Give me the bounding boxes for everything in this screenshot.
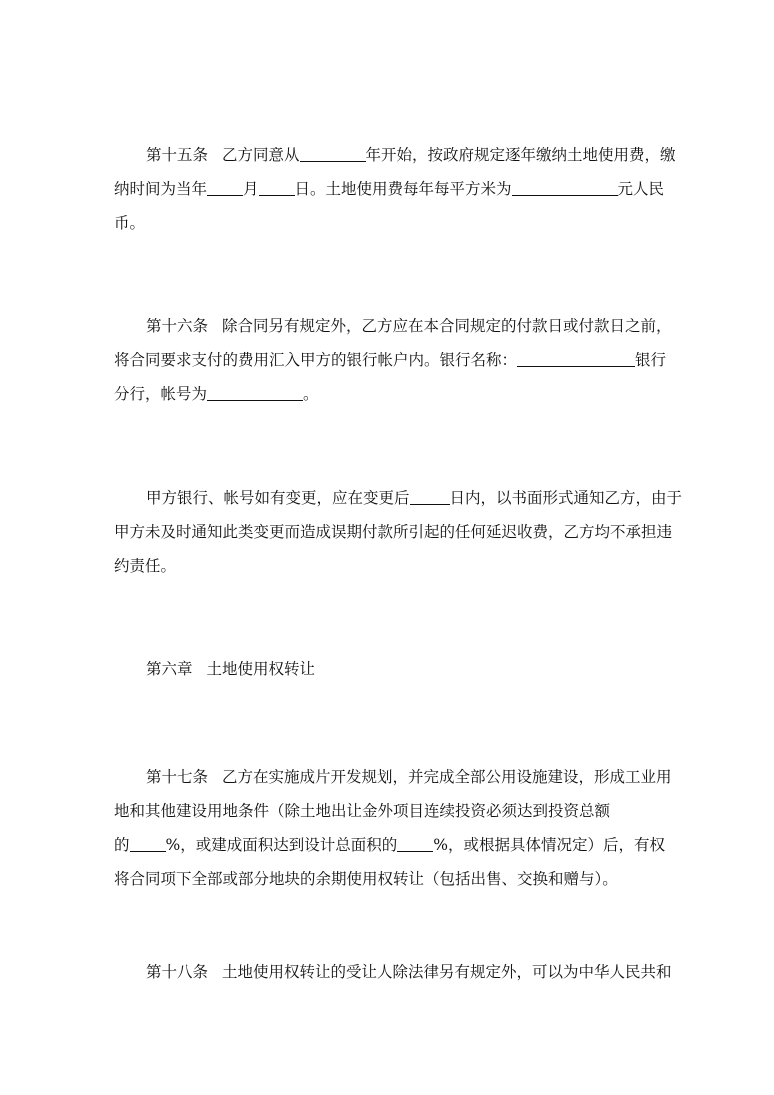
article-17: 第十七条 乙方在实施成片开发规划，并完成全部公用设施建设，形成工业用 地和其他建设用地条件（除土地出让金外项目连续投资必须达到投资总额 的 %，或建成面积达到设计总面积的 %，或根据具体情况定）后，有权 将合同项下全部或部分地块的余期使用权转让（包括出售、交换和赠与）。 bbox=[114, 768, 672, 888]
fee-amount-blank bbox=[512, 177, 618, 196]
article-15: 第十五条 乙方同意从 年开始，按政府规定逐年缴纳土地使用费，缴 纳时间为当年 月 日。土地使用费每年每平方米为 元人民 币。 bbox=[114, 138, 662, 240]
chapter-6-heading bbox=[114, 652, 662, 686]
article-18: 第十八条 土地使用权转让的受让人除法律另有规定外，可以为中华人民共和 bbox=[146, 963, 672, 981]
article-17-label: 第十七条 bbox=[146, 768, 209, 786]
chapter-6-title: 土地使用权转让 bbox=[206, 660, 316, 678]
article-18-label: 第十八条 bbox=[146, 963, 209, 981]
article-16: 第十六条 除合同另有规定外，乙方应在本合同规定的付款日或付款日之前， 将合同要求支付的费用汇入甲方的银行帐户内。银行名称： 银行 分行，帐号为 。 bbox=[114, 317, 672, 403]
chapter-6-label: 第六章 bbox=[146, 660, 193, 678]
article-16-label: 第十六条 bbox=[146, 317, 209, 335]
investment-percent-blank bbox=[130, 833, 166, 852]
article-15-label: 第十五条 bbox=[146, 146, 209, 164]
area-percent-blank bbox=[397, 833, 433, 852]
bank-name-blank bbox=[517, 348, 635, 367]
bank-change-notice: 甲方银行、帐号如有变更，应在变更后 日内，以书面形式通知乙方，由于 甲方未及时通知此类变更而造成误期付款所引起的任何延迟收费，乙方均不承担违 约责任。 bbox=[114, 481, 662, 583]
payment-day-blank bbox=[259, 177, 295, 196]
start-year-blank bbox=[300, 143, 366, 162]
notice-days-blank bbox=[410, 486, 450, 505]
account-number-blank bbox=[207, 382, 303, 401]
payment-month-blank bbox=[207, 177, 243, 196]
